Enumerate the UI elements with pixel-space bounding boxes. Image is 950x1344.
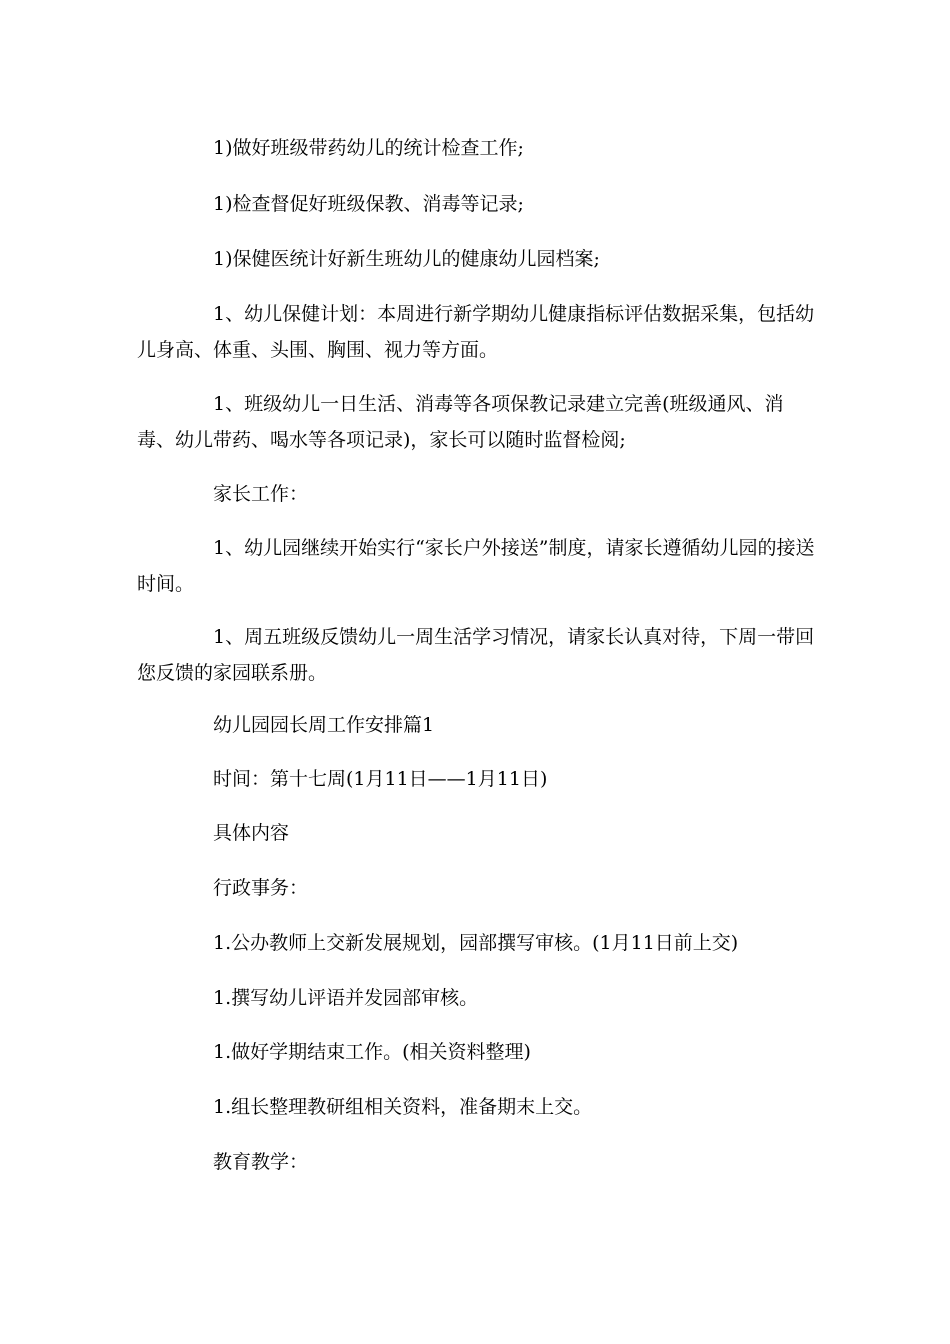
paragraph-group-materials: 1.组长整理教研组相关资料，准备期末上交。 xyxy=(213,1096,593,1118)
paragraph-pickup-policy: 1、幼儿园继续开始实行“家长户外接送”制度，请家长遵循幼儿园的接送时间。 xyxy=(137,537,815,595)
heading-principal-schedule: 幼儿园园长周工作安排篇1 xyxy=(213,714,435,736)
paragraph-health-plan: 1、幼儿保健计划：本周进行新学期幼儿健康指标评估数据采集，包括幼儿身高、体重、头围、胸围、视力等方面。 xyxy=(137,303,815,361)
heading-specific-content: 具体内容 xyxy=(213,822,290,844)
paragraph-records-supervision: 1)检查督促好班级保教、消毒等记录; xyxy=(213,193,524,215)
heading-parent-work: 家长工作： xyxy=(213,483,309,505)
heading-education-teaching: 教育教学： xyxy=(213,1151,309,1173)
paragraph-time: 时间：第十七周(1月11日——1月11日) xyxy=(213,768,548,790)
heading-administrative-affairs: 行政事务： xyxy=(213,877,309,899)
paragraph-medication-check: 1)做好班级带药幼儿的统计检查工作; xyxy=(213,137,524,159)
paragraph-development-plan: 1.公办教师上交新发展规划，园部撰写审核。(1月11日前上交) xyxy=(213,932,739,954)
paragraph-health-archive: 1)保健医统计好新生班幼儿的健康幼儿园档案; xyxy=(213,248,600,270)
paragraph-weekly-feedback: 1、周五班级反馈幼儿一周生活学习情况，请家长认真对待，下周一带回您反馈的家园联系册。 xyxy=(137,626,815,684)
paragraph-child-comments: 1.撰写幼儿评语并发园部审核。 xyxy=(213,987,479,1009)
paragraph-semester-end: 1.做好学期结束工作。(相关资料整理) xyxy=(213,1041,531,1063)
paragraph-daily-records: 1、班级幼儿一日生活、消毒等各项保教记录建立完善(班级通风、消毒、幼儿带药、喝水等各项记录)，家长可以随时监督检阅; xyxy=(137,393,784,451)
